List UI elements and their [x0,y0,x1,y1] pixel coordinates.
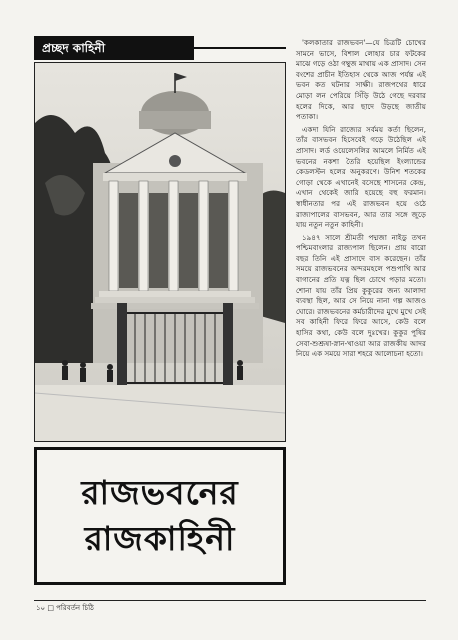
article-body [296,38,426,362]
section-label: প্রচ্ছদ কাহিনী [34,36,194,60]
page-number-label: ১০ □ পরিবর্তন চিঠি [36,604,94,612]
page-footer [34,600,426,615]
article-paragraph-2: একদা যিনি রাজ্যের সর্বময় কর্তা ছিলেন, তাঁর বাসভবন হিসেবেই গড়ে উঠেছিল এই প্রাসাদ। লর্ড ওয়েলেসলির আমলে নির্মিত এই ভবনের নকশা তৈরি হয়েছিল ইংল্যান্ডের কেডলস্টন হলের অনুকরণে। উনিশ শতকের গোড়া থেকে এখানেই বসেছে শাসনের কেন্দ্র, এখান থেকেই জারি হয়েছে বহু ফরমান। স্বাধীনতার পর এই রাজভবন হয়ে ওঠে রাজ্যপালের বাসভবন, আর তার সঙ্গে জুড়ে যায় নতুন নতুন কাহিনী। [296,124,426,230]
raj-bhavan-photo [35,63,285,441]
cover-photo [34,62,286,442]
headline-box [34,447,286,585]
article-paragraph-3: ১৯৪৭ সালে শ্রীমতী পদ্মজা নাইডু তখন পশ্চিমবাংলার রাজ্যপাল ছিলেন। প্রায় বারো বছর তিনি এই প্রাসাদে বাস করেছেন। তাঁর সময়ে রাজভবনের অন্দরমহলে পশুপাখি আর বাগানের প্রতি যত্ন ছিল চোখে পড়ার মতো। শোনা যায় তাঁর প্রিয় কুকুরের জন্য আলাদা ব্যবস্থা ছিল, আর সে নিয়ে নানা গল্প আজও ঘোরে। রাজভবনের কর্মচারীদের মুখে মুখে সেই সব কাহিনী ফিরে ফিরে আসে, কেউ বলে হাসির কথা, কেউ বলে দুঃখের। কুকুর পুষির সেবা-শুশ্রূষা-স্নান-খাওয়া আর রাজকীয় আদর নিয়ে এক সময়ে সারা শহরে আলোচনা হতো। [296,232,426,359]
headline-line-2: রাজকাহিনী [84,519,236,558]
section-rule [194,47,286,49]
article-paragraph-1: 'কলকাতার রাজভবন'—যে চিত্রটি চোখের সামনে ভাসে, বিশাল লোহার চার ফটকের মাঝে গড়ে ওঠা গম্বুজ মাথায় এক প্রাসাদ। সেন বংশের প্রাচীন ইতিহাস থেকে আজ পর্যন্ত এই ভবন কত ঘটনার সাক্ষী। রাজপথের ধারে মোড়া লন পেরিয়ে সিঁড়ি উঠে গেছে দরবার হলের দিকে, আর ছাদে উড়ছে জাতীয় পতাকা। [296,38,426,122]
headline-line-1: রাজভবনের [81,473,239,512]
